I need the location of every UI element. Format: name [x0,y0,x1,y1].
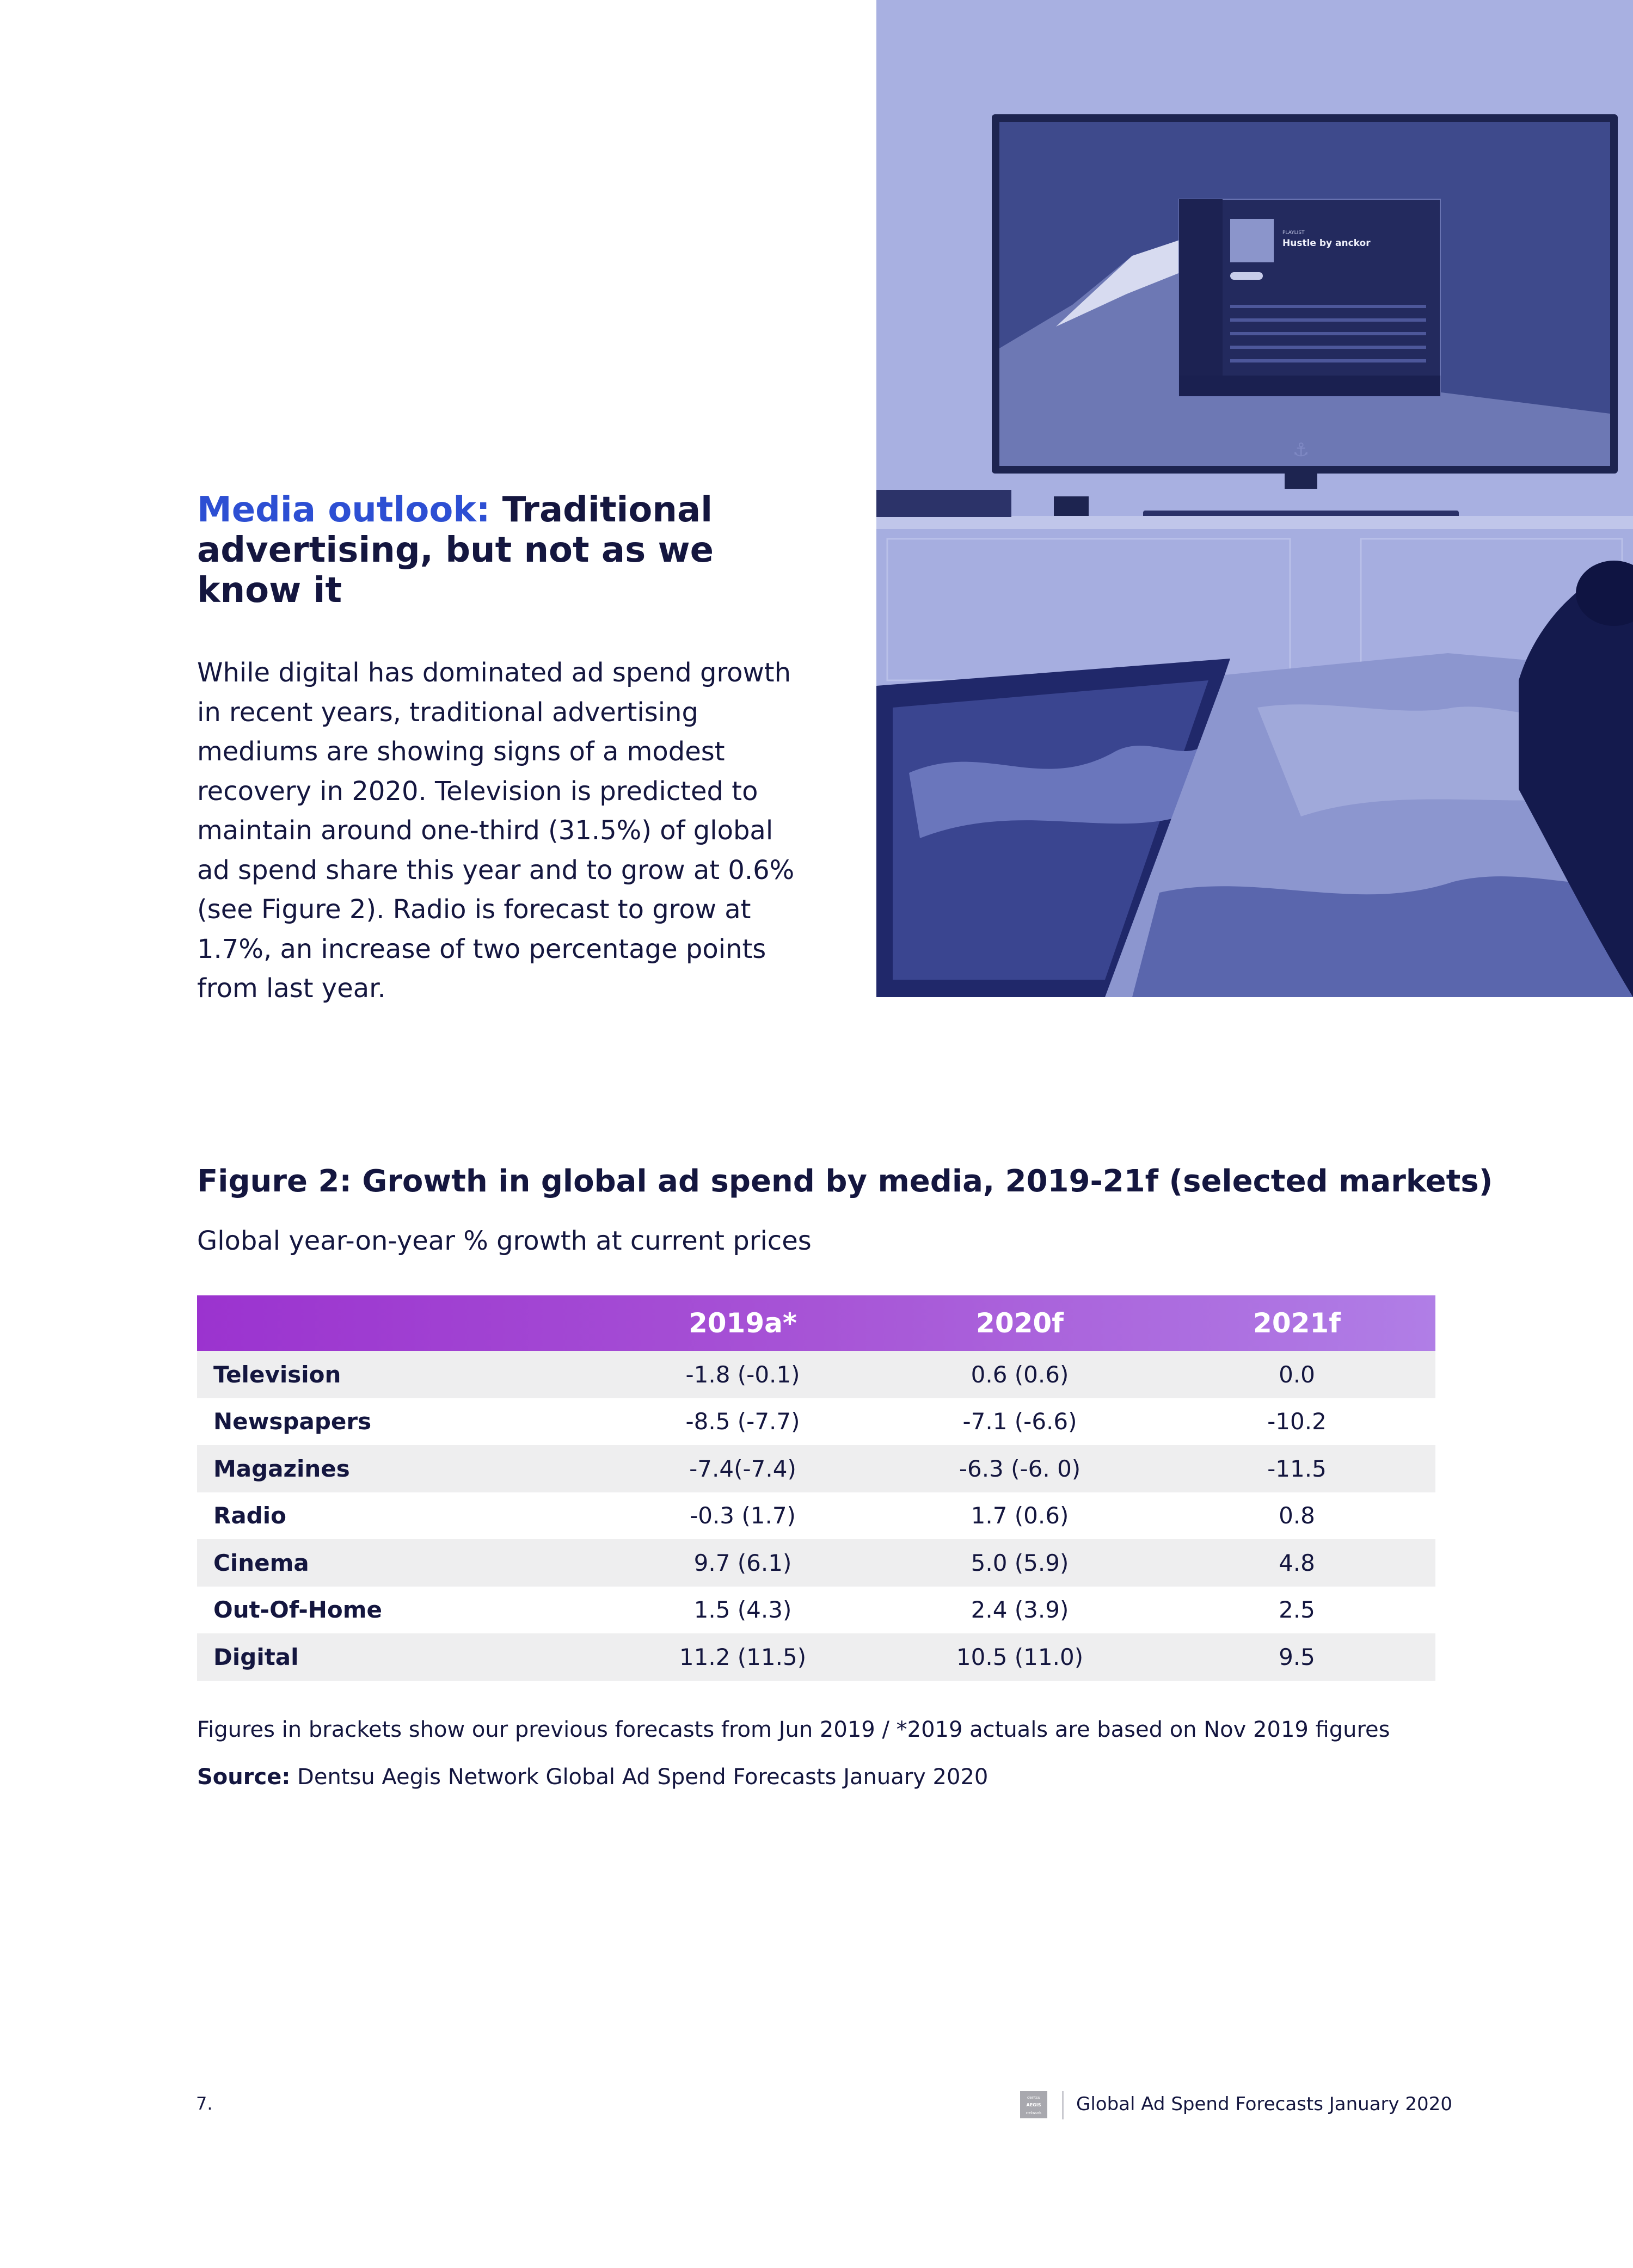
table-cell-media: Digital [213,1643,299,1670]
table-cell-2021: -11.5 [1267,1455,1327,1482]
table-cell-2020: 1.7 (0.6) [971,1502,1069,1529]
footer-divider [1062,2091,1064,2119]
footer-title: Global Ad Spend Forecasts January 2020 [1076,2093,1452,2115]
table-cell-media: Magazines [213,1455,350,1482]
table-row [197,1492,1435,1540]
table-cell-2019: -0.3 (1.7) [690,1502,796,1529]
table-cell-2020: 2.4 (3.9) [971,1596,1069,1624]
table-header-2019a: 2019a* [688,1307,797,1339]
table-cell-2020: 10.5 (11.0) [956,1643,1084,1670]
table-cell-2021: 4.8 [1279,1549,1315,1576]
table-header-2021f: 2021f [1253,1307,1341,1339]
logo-text-network: network [1026,2111,1042,2115]
logo-text-dentsu: dentsu [1027,2095,1041,2100]
table-cell-2021: -10.2 [1267,1408,1327,1435]
figure-source [197,1762,1558,1792]
table-cell-2019: 1.5 (4.3) [693,1596,792,1624]
table-cell-2020: -6.3 (-6. 0) [959,1455,1081,1482]
table-cell-media: Newspapers [213,1408,372,1435]
table-cell-2021: 0.0 [1279,1361,1315,1388]
table-cell-media: Television [213,1361,341,1388]
table-row [197,1539,1435,1587]
table-row [197,1445,1435,1492]
table-cell-2021: 9.5 [1279,1643,1315,1670]
screen-playlist-title: Hustle by anckor [1282,238,1371,249]
figure-source-text: Dentsu Aegis Network Global Ad Spend Forecasts January 2020 [290,1765,989,1790]
table-row [197,1398,1435,1446]
table-header-row [197,1295,1435,1351]
table-cell-media: Out-Of-Home [213,1596,383,1624]
page-number: 7. [196,2093,213,2114]
ad-spend-growth-table [197,1295,1435,1681]
figure-source-label: Source: [197,1765,291,1790]
section-title-accent: Media outlook: [197,490,490,530]
table-header-2020f: 2020f [976,1307,1064,1339]
table-row [197,1587,1435,1634]
table-cell-2019: 11.2 (11.5) [679,1643,807,1670]
hero-photo-illustration [876,0,1633,997]
table-cell-2019: 9.7 (6.1) [693,1549,792,1576]
figure-note: Figures in brackets show our previous forecasts from Jun 2019 / *2019 actuals are based on Nov 2019 figures [197,1717,1390,1742]
section-title-rest: Traditional advertising, but not as we know it [197,490,714,611]
logo-text-aegis: AEGIS [1026,2103,1041,2107]
table-row [197,1351,1435,1398]
hero-photo [876,0,1633,997]
table-cell-2019: -8.5 (-7.7) [685,1408,800,1435]
svg-text:⚓: ⚓ [1292,439,1310,461]
intro-paragraph: While digital has dominated ad spend growth in recent years, traditional advertising mediums are showing signs of a modest recovery in 2020. Television is predicted to maintain around one-third (31.5%) of global ad spend share this year and to grow at 0.6% (see Figure 2). Radio is forecast to grow at 1.7%, an increase of two percentage points from last year. [197,657,795,1004]
table-cell-media: Cinema [213,1549,309,1576]
table-cell-2020: 5.0 (5.9) [971,1549,1069,1576]
table-cell-2020: 0.6 (0.6) [971,1361,1069,1388]
table-cell-2021: 0.8 [1279,1502,1315,1529]
table-header-media [197,1295,604,1351]
table-cell-2021: 2.5 [1279,1596,1315,1624]
table-cell-2020: -7.1 (-6.6) [962,1408,1077,1435]
figure-title: Figure 2: Growth in global ad spend by media, 2019-21f (selected markets) [197,1164,1493,1199]
figure-subtitle: Global year-on-year % growth at current prices [197,1226,812,1256]
screen-playlist-label: PLAYLIST [1282,230,1305,236]
table-cell-2019: -7.4(-7.4) [689,1455,796,1482]
table-cell-media: Radio [213,1502,286,1529]
dentsu-aegis-logo [1020,2091,1047,2118]
table-row [197,1633,1435,1681]
table-cell-2019: -1.8 (-0.1) [685,1361,800,1388]
section-title [197,490,796,611]
